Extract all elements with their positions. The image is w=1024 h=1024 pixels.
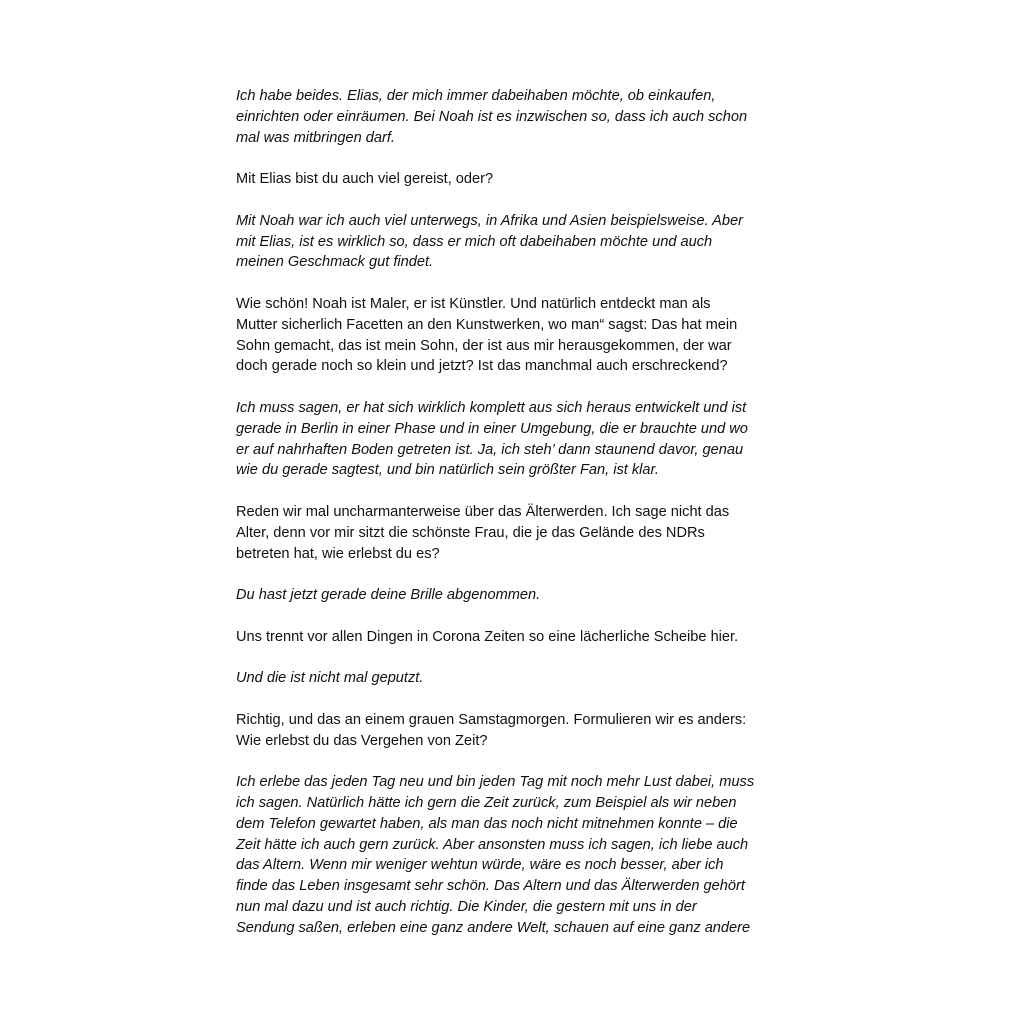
text-line: mal was mitbringen darf. [236, 129, 395, 146]
text-line: Uns trennt vor allen Dingen in Corona Zeiten so eine lächerliche Scheibe hier. [236, 628, 739, 645]
text-line: Mit Noah war ich auch viel unterwegs, in Afrika und Asien beispielsweise. Aber [236, 212, 743, 229]
text-line: Alter, denn vor mir sitzt die schönste Frau, die je das Gelände des NDRs [236, 524, 705, 541]
text-line: Zeit hätte ich auch gern zurück. Aber ansonsten muss ich sagen, ich liebe auch [236, 836, 749, 853]
document-page [236, 86, 796, 959]
answer-paragraph [236, 668, 796, 689]
text-line: Sendung saßen, erleben eine ganz andere Welt, schauen auf eine ganz andere [236, 919, 751, 936]
text-line: wie du gerade sagtest, und bin natürlich sein größter Fan, ist klar. [236, 462, 659, 479]
answer-paragraph [236, 585, 796, 606]
text-line: Sohn gemacht, das ist mein Sohn, der ist aus mir herausgekommen, der war [236, 337, 732, 354]
answer-paragraph [236, 86, 796, 148]
text-line: Und die ist nicht mal geputzt. [236, 670, 424, 687]
text-line: finde das Leben insgesamt sehr schön. Das Altern und das Älterwerden gehört [236, 878, 745, 895]
text-line: das Altern. Wenn mir weniger wehtun würde, wäre es noch besser, aber ich [236, 857, 724, 874]
question-paragraph [236, 169, 796, 190]
text-line: doch gerade noch so klein und jetzt? Ist das manchmal auch erschreckend? [236, 358, 728, 375]
text-line: Richtig, und das an einem grauen Samstagmorgen. Formulieren wir es anders: [236, 711, 747, 728]
text-line: Du hast jetzt gerade deine Brille abgenommen. [236, 587, 541, 604]
question-paragraph [236, 710, 796, 752]
text-line: Ich habe beides. Elias, der mich immer dabeihaben möchte, ob einkaufen, [236, 88, 716, 104]
text-line: einrichten oder einräumen. Bei Noah ist es inzwischen so, dass ich auch schon [236, 108, 748, 125]
question-paragraph [236, 627, 796, 648]
answer-paragraph [236, 211, 796, 273]
text-line: meinen Geschmack gut findet. [236, 254, 434, 271]
text-line: mit Elias, ist es wirklich so, dass er mich oft dabeihaben möchte und auch [236, 233, 713, 250]
answer-paragraph [236, 772, 796, 938]
text-line: Mit Elias bist du auch viel gereist, oder? [236, 171, 494, 188]
text-line: gerade in Berlin in einer Phase und in einer Umgebung, die er brauchte und wo [236, 420, 748, 437]
text-line: er auf nahrhaften Boden getreten ist. Ja, ich steh’ dann staunend davor, genau [236, 441, 744, 458]
text-line: dem Telefon gewartet haben, als man das noch nicht mitnehmen konnte – die [236, 815, 738, 832]
text-line: Reden wir mal uncharmanterweise über das Älterwerden. Ich sage nicht das [236, 503, 730, 520]
text-line: Ich erlebe das jeden Tag neu und bin jeden Tag mit noch mehr Lust dabei, muss [236, 774, 755, 791]
text-line: Ich muss sagen, er hat sich wirklich komplett aus sich heraus entwickelt und ist [236, 399, 747, 416]
text-line: nun mal dazu und ist auch richtig. Die Kinder, die gestern mit uns in der [236, 899, 697, 916]
text-line: ich sagen. Natürlich hätte ich gern die Zeit zurück, zum Beispiel als wir neben [236, 795, 737, 812]
text-line: Mutter sicherlich Facetten an den Kunstwerken, wo man“ sagst: Das hat mein [236, 316, 738, 333]
text-line: Wie schön! Noah ist Maler, er ist Künstler. Und natürlich entdeckt man als [236, 295, 711, 312]
question-paragraph [236, 294, 796, 377]
text-line: Wie erlebst du das Vergehen von Zeit? [236, 732, 488, 749]
text-line: betreten hat, wie erlebst du es? [236, 545, 440, 562]
answer-paragraph [236, 398, 796, 481]
question-paragraph [236, 502, 796, 564]
